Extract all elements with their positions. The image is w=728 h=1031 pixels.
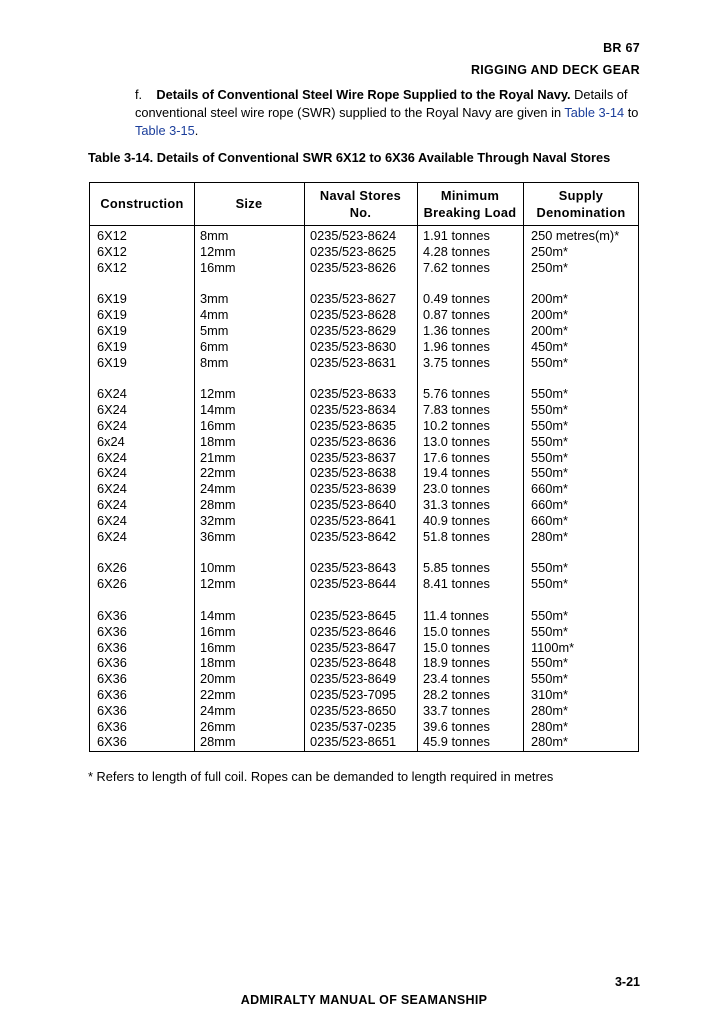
supply-cell: 550m* xyxy=(531,449,568,465)
table-row xyxy=(90,640,638,656)
table-row xyxy=(90,323,638,339)
size-cell: 16mm xyxy=(200,259,236,275)
size-cell: 4mm xyxy=(200,307,229,323)
stores-number-cell: 0235/523-8636 xyxy=(310,433,397,449)
stores-number-cell: 0235/523-8633 xyxy=(310,386,397,402)
breaking-load-cell: 33.7 tonnes xyxy=(423,702,490,718)
table-row xyxy=(90,513,638,529)
table-row xyxy=(90,497,638,513)
table-row xyxy=(90,687,638,703)
stores-number-cell: 0235/523-8641 xyxy=(310,512,397,528)
stores-number-cell: 0235/523-8640 xyxy=(310,497,397,512)
stores-number-cell: 0235/523-8629 xyxy=(310,323,397,338)
stores-number-cell: 0235/523-8645 xyxy=(310,608,397,623)
breaking-load-cell: 10.2 tonnes xyxy=(423,418,490,433)
intro-paragraph xyxy=(135,86,645,140)
table-row xyxy=(90,434,638,450)
construction-cell: 6X36 xyxy=(97,671,127,687)
paragraph-text-middle: to xyxy=(624,105,639,120)
size-cell: 28mm xyxy=(200,734,236,750)
stores-number-cell: 0235/523-8637 xyxy=(310,449,397,465)
stores-number-cell: 0235/523-8627 xyxy=(310,291,397,307)
stores-number-cell: 0235/523-8631 xyxy=(310,354,397,370)
size-cell: 12mm xyxy=(200,243,236,259)
table-row xyxy=(90,734,638,750)
section-title: RIGGING AND DECK GEAR xyxy=(470,63,640,77)
page-footer: ADMIRALTY MANUAL OF SEAMANSHIP xyxy=(240,993,488,1007)
supply-cell: 550m* xyxy=(531,560,568,576)
construction-cell: 6X36 xyxy=(97,608,127,623)
table-row xyxy=(90,655,638,671)
supply-cell: 660m* xyxy=(531,481,568,497)
size-cell: 26mm xyxy=(200,718,236,734)
table-caption: Table 3-14. Details of Conventional SWR 6X12 to 6X36 Available Through Naval Stores xyxy=(88,150,611,165)
construction-cell: 6X24 xyxy=(97,449,127,465)
supply-cell: 550m* xyxy=(531,465,568,481)
breaking-load-cell: 28.2 tonnes xyxy=(423,687,490,702)
header-size: Size xyxy=(235,196,263,211)
header-breaking-load-line1: Minimum xyxy=(440,188,500,203)
table-row xyxy=(90,450,638,466)
table-row xyxy=(90,608,638,624)
construction-cell: 6X26 xyxy=(97,576,127,592)
stores-number-cell: 0235/523-8651 xyxy=(310,734,397,750)
supply-cell: 550m* xyxy=(531,386,568,402)
header-naval-stores xyxy=(304,187,417,221)
size-cell: 12mm xyxy=(200,576,236,592)
breaking-load-cell: 1.36 tonnes xyxy=(423,323,490,338)
table-3-14-link[interactable]: Table 3-14 xyxy=(564,105,625,120)
breaking-load-cell: 13.0 tonnes xyxy=(423,433,490,449)
page-number: 3-21 xyxy=(614,975,640,989)
construction-cell: 6X19 xyxy=(97,307,127,323)
size-cell: 16mm xyxy=(200,418,236,433)
breaking-load-cell: 8.41 tonnes xyxy=(423,576,490,592)
size-cell: 18mm xyxy=(200,655,236,671)
size-cell: 3mm xyxy=(200,291,229,307)
construction-cell: 6X36 xyxy=(97,639,127,655)
header-divider xyxy=(90,225,638,226)
size-cell: 16mm xyxy=(200,623,236,639)
breaking-load-cell: 15.0 tonnes xyxy=(423,623,490,639)
stores-number-cell: 0235/523-8643 xyxy=(310,560,397,576)
stores-number-cell: 0235/523-8648 xyxy=(310,655,397,671)
stores-number-cell: 0235/523-8638 xyxy=(310,465,397,481)
size-cell: 32mm xyxy=(200,512,236,528)
breaking-load-cell: 1.91 tonnes xyxy=(423,228,490,243)
supply-cell: 550m* xyxy=(531,354,568,370)
stores-number-cell: 0235/523-8635 xyxy=(310,418,397,433)
breaking-load-cell: 15.0 tonnes xyxy=(423,639,490,655)
supply-cell: 200m* xyxy=(531,291,568,307)
construction-cell: 6X19 xyxy=(97,338,127,354)
construction-cell: 6X26 xyxy=(97,560,127,576)
size-cell: 24mm xyxy=(200,702,236,718)
supply-cell: 310m* xyxy=(531,687,568,702)
size-cell: 16mm xyxy=(200,639,236,655)
table-row xyxy=(90,418,638,434)
stores-number-cell: 0235/523-7095 xyxy=(310,687,397,702)
table-row xyxy=(90,339,638,355)
construction-cell: 6X24 xyxy=(97,481,127,497)
construction-cell: 6X36 xyxy=(97,718,127,734)
breaking-load-cell: 18.9 tonnes xyxy=(423,655,490,671)
supply-cell: 450m* xyxy=(531,338,568,354)
construction-cell: 6X36 xyxy=(97,623,127,639)
size-cell: 6mm xyxy=(200,338,229,354)
construction-cell: 6X19 xyxy=(97,354,127,370)
supply-cell: 250 metres(m)* xyxy=(531,228,620,243)
construction-cell: 6X19 xyxy=(97,291,127,307)
construction-cell: 6X12 xyxy=(97,259,127,275)
supply-cell: 550m* xyxy=(531,433,568,449)
table-row xyxy=(90,624,638,640)
table-footnote: * Refers to length of full coil. Ropes can be demanded to length required in metres xyxy=(88,769,554,784)
size-cell: 14mm xyxy=(200,402,236,418)
table-row xyxy=(90,465,638,481)
stores-number-cell: 0235/523-8639 xyxy=(310,481,397,497)
construction-cell: 6X24 xyxy=(97,465,127,481)
size-cell: 22mm xyxy=(200,465,236,481)
breaking-load-cell: 3.75 tonnes xyxy=(423,354,490,370)
stores-number-cell: 0235/537-0235 xyxy=(310,718,397,734)
construction-cell: 6X12 xyxy=(97,243,127,259)
table-row xyxy=(90,671,638,687)
header-construction: Construction xyxy=(100,196,184,211)
table-row xyxy=(90,560,638,576)
supply-cell: 280m* xyxy=(531,528,568,544)
breaking-load-cell: 7.83 tonnes xyxy=(423,402,490,418)
breaking-load-cell: 7.62 tonnes xyxy=(423,259,490,275)
paragraph-text-before: Details of conventional steel wire rope (SWR) supplied to the Royal Navy are given in xyxy=(135,87,628,120)
breaking-load-cell: 17.6 tonnes xyxy=(423,449,490,465)
breaking-load-cell: 0.87 tonnes xyxy=(423,307,490,323)
breaking-load-cell: 1.96 tonnes xyxy=(423,338,490,354)
supply-cell: 200m* xyxy=(531,323,568,338)
table-row xyxy=(90,576,638,592)
header-breaking-load-line2: Breaking Load xyxy=(423,205,517,220)
breaking-load-cell: 11.4 tonnes xyxy=(423,608,489,623)
breaking-load-cell: 39.6 tonnes xyxy=(423,718,490,734)
supply-cell: 660m* xyxy=(531,497,568,512)
size-cell: 10mm xyxy=(200,560,236,576)
breaking-load-cell: 0.49 tonnes xyxy=(423,291,490,307)
size-cell: 20mm xyxy=(200,671,236,687)
size-cell: 24mm xyxy=(200,481,236,497)
construction-cell: 6X36 xyxy=(97,702,127,718)
table-row xyxy=(90,260,638,276)
size-cell: 18mm xyxy=(200,433,236,449)
construction-cell: 6X12 xyxy=(97,228,127,243)
header-supply-line2: Denomination xyxy=(536,205,626,220)
supply-cell: 250m* xyxy=(531,259,568,275)
header-naval-stores-line1: Naval Stores xyxy=(319,188,402,203)
paragraph-heading: Details of Conventional Steel Wire Rope Supplied to the Royal Navy. xyxy=(156,87,571,102)
stores-number-cell: 0235/523-8634 xyxy=(310,402,397,418)
table-row xyxy=(90,703,638,719)
supply-cell: 550m* xyxy=(531,655,568,671)
construction-cell: 6X24 xyxy=(97,418,127,433)
construction-cell: 6X19 xyxy=(97,323,127,338)
header-breaking-load xyxy=(417,187,523,221)
breaking-load-cell: 4.28 tonnes xyxy=(423,243,490,259)
supply-cell: 550m* xyxy=(531,418,568,433)
supply-cell: 250m* xyxy=(531,243,568,259)
construction-cell: 6x24 xyxy=(97,433,125,449)
stores-number-cell: 0235/523-8642 xyxy=(310,528,397,544)
supply-cell: 280m* xyxy=(531,734,568,750)
size-cell: 21mm xyxy=(200,449,236,465)
construction-cell: 6X24 xyxy=(97,386,127,402)
breaking-load-cell: 40.9 tonnes xyxy=(423,512,490,528)
breaking-load-cell: 23.4 tonnes xyxy=(423,671,490,687)
table-row xyxy=(90,719,638,735)
stores-number-cell: 0235/523-8628 xyxy=(310,307,397,323)
table-row xyxy=(90,244,638,260)
construction-cell: 6X36 xyxy=(97,734,127,750)
size-cell: 28mm xyxy=(200,497,236,512)
supply-cell: 1100m* xyxy=(531,639,575,655)
breaking-load-cell: 5.76 tonnes xyxy=(423,386,490,402)
header-naval-stores-line2: No. xyxy=(349,205,372,220)
size-cell: 36mm xyxy=(200,528,236,544)
breaking-load-cell: 45.9 tonnes xyxy=(423,734,490,750)
document-code: BR 67 xyxy=(603,41,640,55)
header-supply-line1: Supply xyxy=(558,188,604,203)
construction-cell: 6X24 xyxy=(97,497,127,512)
paragraph-marker: f. xyxy=(135,87,143,102)
supply-cell: 280m* xyxy=(531,718,568,734)
table-row xyxy=(90,291,638,307)
stores-number-cell: 0235/523-8644 xyxy=(310,576,397,592)
construction-cell: 6X36 xyxy=(97,687,127,702)
breaking-load-cell: 19.4 tonnes xyxy=(423,465,490,481)
supply-cell: 550m* xyxy=(531,576,568,592)
stores-number-cell: 0235/523-8624 xyxy=(310,228,397,243)
table-row xyxy=(90,529,638,545)
header-supply xyxy=(523,187,639,221)
construction-cell: 6X24 xyxy=(97,528,127,544)
table-row xyxy=(90,355,638,371)
stores-number-cell: 0235/523-8625 xyxy=(310,243,397,259)
breaking-load-cell: 51.8 tonnes xyxy=(423,528,490,544)
construction-cell: 6X24 xyxy=(97,512,127,528)
stores-number-cell: 0235/523-8626 xyxy=(310,259,397,275)
stores-number-cell: 0235/523-8630 xyxy=(310,338,397,354)
table-row xyxy=(90,307,638,323)
supply-cell: 200m* xyxy=(531,307,568,323)
table-row xyxy=(90,402,638,418)
breaking-load-cell: 5.85 tonnes xyxy=(423,560,490,576)
stores-number-cell: 0235/523-8646 xyxy=(310,623,397,639)
supply-cell: 550m* xyxy=(531,671,568,687)
table-3-15-link[interactable]: Table 3-15 xyxy=(135,123,195,138)
breaking-load-cell: 23.0 tonnes xyxy=(423,481,490,497)
paragraph-text-after: . xyxy=(194,123,199,138)
size-cell: 8mm xyxy=(200,354,229,370)
size-cell: 5mm xyxy=(200,323,229,338)
table-row xyxy=(90,481,638,497)
size-cell: 8mm xyxy=(200,228,229,243)
supply-cell: 550m* xyxy=(531,623,568,639)
rope-details-table xyxy=(89,182,639,752)
supply-cell: 660m* xyxy=(531,512,568,528)
size-cell: 22mm xyxy=(200,687,236,702)
size-cell: 12mm xyxy=(200,386,236,402)
table-row xyxy=(90,386,638,402)
supply-cell: 550m* xyxy=(531,608,568,623)
supply-cell: 280m* xyxy=(531,702,568,718)
stores-number-cell: 0235/523-8649 xyxy=(310,671,397,687)
construction-cell: 6X24 xyxy=(97,402,127,418)
construction-cell: 6X36 xyxy=(97,655,127,671)
breaking-load-cell: 31.3 tonnes xyxy=(423,497,490,512)
stores-number-cell: 0235/523-8647 xyxy=(310,639,397,655)
supply-cell: 550m* xyxy=(531,402,568,418)
table-row xyxy=(90,228,638,244)
stores-number-cell: 0235/523-8650 xyxy=(310,702,397,718)
size-cell: 14mm xyxy=(200,608,236,623)
